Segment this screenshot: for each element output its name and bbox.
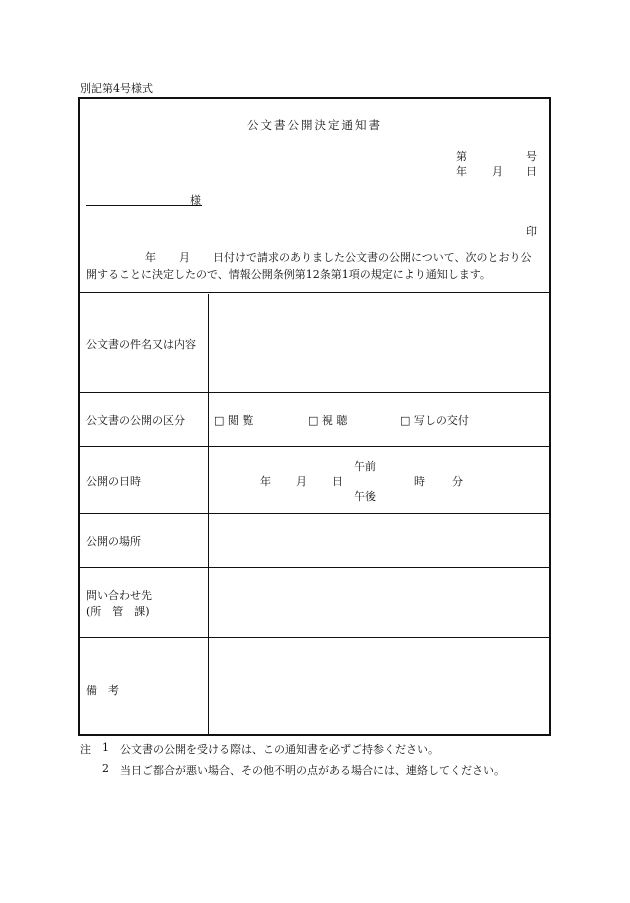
date-nen: 年 <box>456 165 467 178</box>
row-divider <box>80 446 549 447</box>
note-2-text: 当日ご都合が悪い場合、その他不明の点がある場合には、連絡してください。 <box>120 764 505 777</box>
number-dai: 第 <box>456 150 467 163</box>
place-label: 公開の場所 <box>86 535 141 548</box>
body-line2: 開することに決定したので、情報公開条例第12条第1項の規定により通知します。 <box>86 268 491 281</box>
date-hi: 日 <box>526 165 537 178</box>
row-divider <box>80 513 549 514</box>
dt-tsuki: 月 <box>296 475 307 488</box>
option-copy[interactable]: □ 写しの交付 <box>400 414 469 427</box>
number-go: 号 <box>526 150 537 163</box>
column-divider <box>208 294 209 734</box>
option-eturan[interactable]: □ 閲 覧 <box>214 414 254 427</box>
option-shicho[interactable]: □ 視 聴 <box>308 414 348 427</box>
contact-label: 問い合わせ先 <box>86 589 152 602</box>
dt-gogo: 午後 <box>354 490 376 503</box>
dt-gozen: 午前 <box>354 460 376 473</box>
body-nen: 年 <box>145 251 156 264</box>
note-1-number: 1 <box>102 741 109 754</box>
row-divider <box>80 292 549 293</box>
subject-label: 公文書の件名又は内容 <box>86 338 196 351</box>
addressee-line <box>86 205 202 206</box>
note-prefix: 注 <box>80 743 91 756</box>
dt-ji: 時 <box>414 475 425 488</box>
notice-form <box>78 97 551 736</box>
body-tsuki: 月 <box>179 251 190 264</box>
form-label: 別記第4号様式 <box>80 82 153 95</box>
note-1-text: 公文書の公開を受ける際は、この通知書を必ずご持参ください。 <box>120 743 439 756</box>
category-label: 公文書の公開の区分 <box>86 414 185 427</box>
datetime-label: 公開の日時 <box>86 475 141 488</box>
contact-sublabel: (所 管 課) <box>86 605 150 618</box>
row-divider <box>80 567 549 568</box>
form-title: 公文書公開決定通知書 <box>247 118 382 132</box>
note-2-number: 2 <box>102 762 109 775</box>
date-tsuki: 月 <box>492 165 503 178</box>
dt-nen: 年 <box>260 475 271 488</box>
body-line1: 日付けで請求のありました公文書の公開について、次のとおり公 <box>213 251 532 264</box>
remarks-label: 備 考 <box>86 684 119 697</box>
dt-hi: 日 <box>332 475 343 488</box>
row-divider <box>80 392 549 393</box>
dt-fun: 分 <box>452 475 463 488</box>
addressee-sama: 様 <box>190 194 201 207</box>
seal-mark: 印 <box>526 225 537 238</box>
row-divider <box>80 637 549 638</box>
